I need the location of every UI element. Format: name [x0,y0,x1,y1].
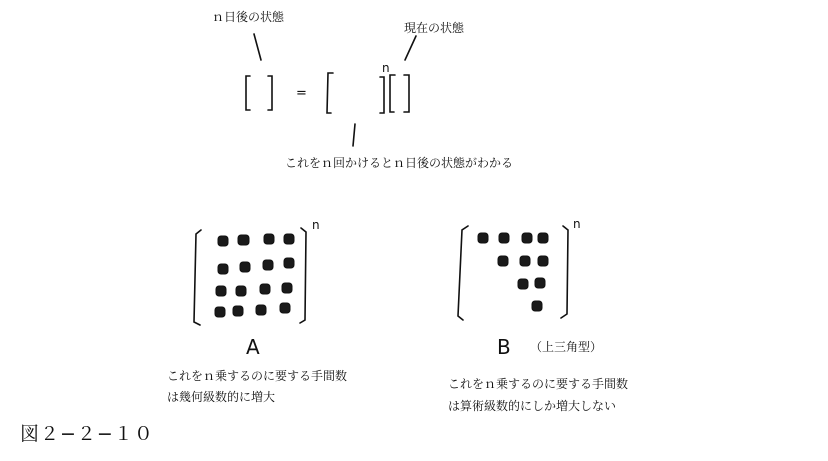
matrix-a-letter: A [246,335,260,359]
matrix-a-row [218,234,294,246]
transition-exponent: n [382,61,390,75]
top-caption: これをｎ回かけるとｎ日後の状態がわかる [285,156,514,170]
matrix-a-caption-line1: これをｎ乗するのに要する手間数 [167,369,348,383]
current-state-label: 現在の状態 [404,21,465,35]
current-state-leader [405,36,416,60]
transition-matrix-bracket [327,73,384,113]
matrix-a-row [216,283,292,296]
matrix-a-caption-line2: は幾何級数的に増大 [167,390,276,404]
matrix-a-entries [215,234,294,317]
matrix-b-letter: B [497,335,511,359]
matrix-a-exponent: n [312,218,320,232]
equals-sign: = [296,86,307,101]
matrix-b-caption-line2: は算術級数的にしか増大しない [448,399,617,413]
caption-leader [353,124,355,146]
matrix-b-note: （上三角型） [530,340,603,354]
matrix-b-row [478,233,548,243]
future-state-leader [254,34,261,60]
matrix-b-caption-line1: これをｎ乗するのに要する手間数 [448,377,629,391]
matrix-b-entries [478,233,548,311]
current-state-bracket [390,75,409,112]
matrix-b-row [518,278,545,289]
matrix-a-row [218,258,294,274]
matrix-a-row [215,303,290,317]
matrix-b-row [498,256,548,266]
matrix-b-row [532,301,542,311]
matrix-b-bracket [458,226,568,320]
future-state-label: ｎ日後の状態 [212,10,285,24]
figure-number: 図２−２−１０ [20,423,154,445]
matrix-b-exponent: n [573,217,581,231]
future-state-bracket [246,76,272,110]
